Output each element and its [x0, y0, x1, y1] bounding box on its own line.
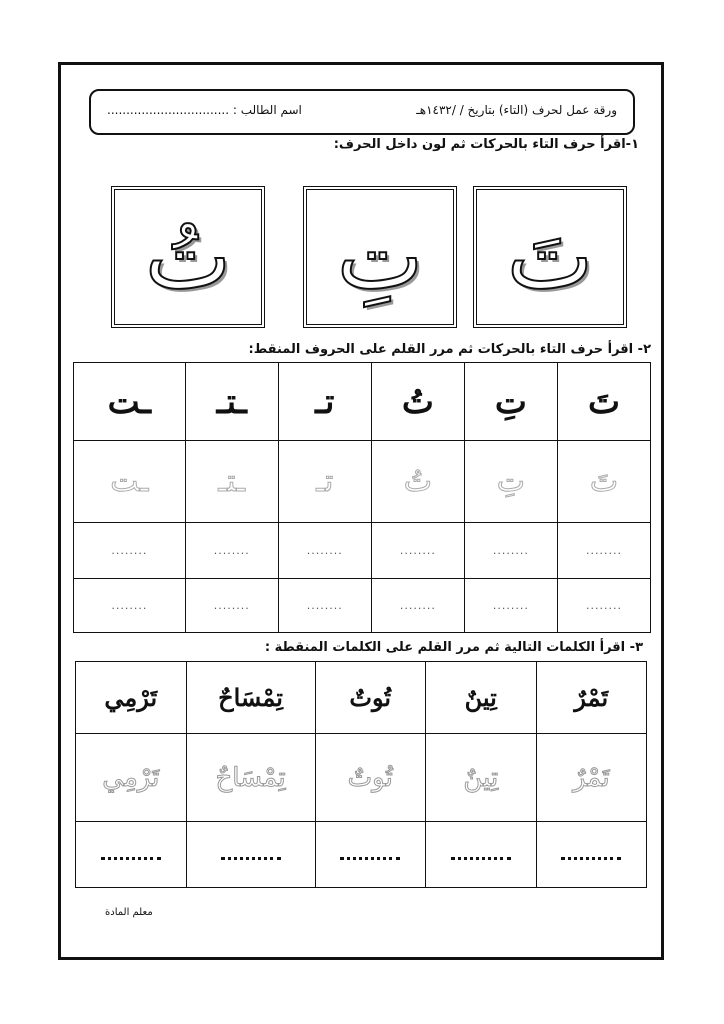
word-cell: تَرْمِي: [76, 662, 187, 734]
word-cell: تَمْرٌ: [536, 662, 647, 734]
dotted-letter-cell: ـتـ: [185, 441, 278, 523]
dotted-letter-cell: ـت: [74, 441, 186, 523]
dotted-word-cell: تِينٌ: [426, 734, 537, 822]
writing-line-cell: [536, 822, 647, 888]
dotted-word-cell: تَرْمِي: [76, 734, 187, 822]
table-row: [74, 523, 651, 579]
writing-line-cell: ........: [557, 579, 650, 633]
table-row: [74, 441, 651, 523]
letter-cell: تِ: [464, 363, 557, 441]
letter-tracing-table: [73, 362, 651, 633]
writing-line-cell: [426, 822, 537, 888]
word-cell: تُوتٌ: [315, 662, 426, 734]
writing-line-cell: ........: [278, 579, 371, 633]
table-row: [76, 734, 647, 822]
outlined-letter: تَ: [506, 203, 594, 310]
dotted-word-cell: تِمْسَاحٌ: [186, 734, 315, 822]
dotted-word-cell: تُوتٌ: [315, 734, 426, 822]
word-tracing-table: [75, 661, 647, 888]
writing-line-cell: ........: [185, 523, 278, 579]
letter-cell: ـت: [74, 363, 186, 441]
word-cell: تِمْسَاحٌ: [186, 662, 315, 734]
table-row: [74, 579, 651, 633]
teacher-signature-label: معلم المادة: [105, 907, 153, 918]
writing-line-cell: ........: [278, 523, 371, 579]
writing-line-cell: [76, 822, 187, 888]
dotted-letter-cell: تِ: [464, 441, 557, 523]
worksheet-title: ورقة عمل لحرف (التاء) بتاريخ / /١٤٣٢هـ: [416, 103, 617, 117]
table-row: [74, 363, 651, 441]
writing-line-cell: ........: [464, 579, 557, 633]
dotted-letter-cell: تـ: [278, 441, 371, 523]
worksheet: [58, 62, 664, 960]
writing-line-cell: [315, 822, 426, 888]
writing-line-cell: ........: [185, 579, 278, 633]
letter-box-damma: [111, 186, 265, 328]
writing-line-cell: ........: [464, 523, 557, 579]
outlined-letter: تِ: [336, 203, 424, 310]
letter-cell: تُ: [371, 363, 464, 441]
dotted-word-cell: تَمْرٌ: [536, 734, 647, 822]
writing-line-cell: ........: [74, 523, 186, 579]
letter-cell: تـ: [278, 363, 371, 441]
writing-line-cell: ........: [557, 523, 650, 579]
section2-instruction: ٢- اقرأ حرف التاء بالحركات ثم مرر القلم على الحروف المنقط:: [248, 342, 651, 357]
student-name-field: اسم الطالب : ................................: [107, 103, 302, 117]
section3-instruction: ٣- اقرأ الكلمات التالية ثم مرر القلم على الكلمات المنقطة :: [264, 640, 643, 655]
dotted-letter-cell: تُ: [371, 441, 464, 523]
letter-cell: ـتـ: [185, 363, 278, 441]
letter-box-fatha: [473, 186, 627, 328]
letter-cell: تَ: [557, 363, 650, 441]
table-row: [76, 822, 647, 888]
worksheet-header: [89, 89, 635, 135]
writing-line-cell: ........: [371, 579, 464, 633]
writing-line-cell: ........: [74, 579, 186, 633]
word-cell: تِينٌ: [426, 662, 537, 734]
section1-instruction: ١-اقرأ حرف التاء بالحركات ثم لون داخل الحرف:: [333, 137, 639, 152]
writing-line-cell: [186, 822, 315, 888]
letter-box-kasra: [303, 186, 457, 328]
writing-line-cell: ........: [371, 523, 464, 579]
outlined-letter: تُ: [144, 203, 232, 310]
table-row: [76, 662, 647, 734]
dotted-letter-cell: تَ: [557, 441, 650, 523]
